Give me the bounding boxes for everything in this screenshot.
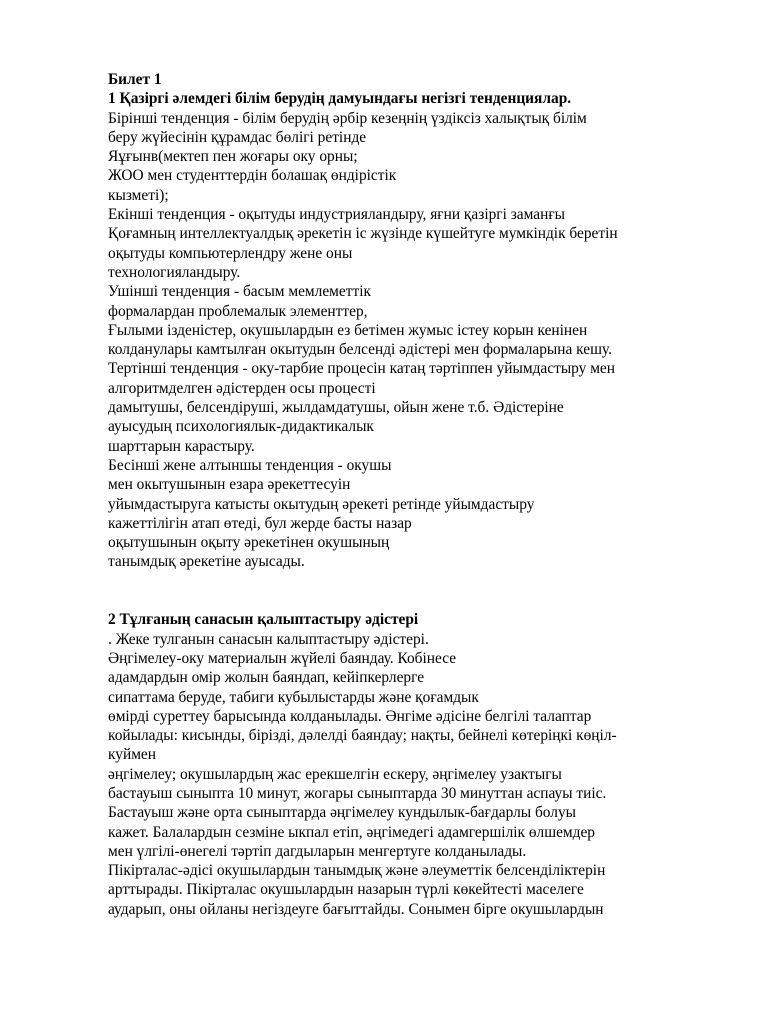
- question-2-heading: 2 Тұлғаның санасын қалыптастыру әдістері: [108, 611, 419, 629]
- section-gap: [108, 572, 728, 611]
- text-line: Бесінші жене алтыншы тенденция - окушы: [108, 456, 392, 474]
- text-line: Пікірталас-әдісі окушылардын танымдық және әлеуметтік белсенділіктерін: [108, 862, 606, 880]
- text-line: . Жеке тулганын санасын калыптастыру әдістері.: [108, 630, 429, 648]
- text-line: кажет. Балалардын сезміне ыкпал етіп, әңгімедегі адамгершілік өлшемдер: [108, 823, 596, 841]
- text-line: Әңгімелеу-оку материалын жүйелі баяндау. Кобінесе: [108, 649, 457, 667]
- text-line: Бірінші тенденция - білім берудің әрбір кезеңнің үздіксіз халықтық білім: [108, 109, 587, 127]
- text-line: өмірді суреттеу барысында колданылады. Әнгіме әдісіне белгілі талаптар: [108, 707, 592, 725]
- text-line: Ушінші тенденция - басым мемлеметтік: [108, 283, 371, 301]
- text-line: уйымдастыруга катысты окытудың әрекеті ретінде уйымдастыру: [108, 495, 535, 513]
- document-page: [108, 70, 728, 919]
- text-line: Қоғамның интеллектуалдық әрекетін іс жүзінде күшейтуге мумкіндік беретін: [108, 225, 618, 243]
- text-line: оқытушынын оқыту әрекетінен окушының: [108, 534, 390, 552]
- question-2-body: [108, 630, 728, 919]
- text-line: Екінші тенденция - оқытуды индустрияландыру, яғни қазіргі заманғы: [108, 206, 565, 224]
- text-line: шарттарын карастыру.: [108, 437, 255, 455]
- text-line: койылады: кисынды, бірізді, дәлелді баяндау; нақты, бейнелі көтеріңкі көңіл-: [108, 727, 617, 745]
- text-line: Яұғынв(мектеп пен жоғары оку орны;: [108, 148, 358, 166]
- text-line: ЖОО мен студенттердін болашақ өндірістік: [108, 167, 397, 185]
- text-line: ауысудың психологиялык-дидактикалык: [108, 418, 374, 436]
- text-line: куймен: [108, 746, 156, 764]
- text-line: оқытуды компьютерлендру жене оны: [108, 244, 353, 262]
- text-line: арттырады. Пікірталас окушылардын назарын түрлі көкейтесті маселеге: [108, 881, 584, 899]
- text-line: дамытушы, белсендіруші, жылдамдатушы, ойын жене т.б. Әдістеріне: [108, 399, 564, 417]
- ticket-title: Билет 1: [108, 71, 162, 88]
- text-line: сипаттама беруде, табиги кубылыстарды және қоғамдык: [108, 688, 479, 706]
- text-line: Тертінші тенденция - оку-тарбие процесін катаң тәртіппен уйымдастыру мен: [108, 360, 616, 378]
- text-line: мен үлгілі-өнегелі тәртіп дагдыларын менгертуге колданылады.: [108, 842, 527, 860]
- text-line: бастауыш сыныпта 10 минут, жогары сыныптарда 30 минуттан аспауы тиіс.: [108, 784, 607, 802]
- text-line: әңгімелеу; окушылардың жас ерекшелгін ескеру, әңгімелеу узактыгы: [108, 765, 562, 783]
- question-1-body: [108, 109, 728, 572]
- text-line: формалардан проблемалык элементтер,: [108, 302, 368, 320]
- text-line: адамдардын омір жолын баяндап, кейіпкерлерге: [108, 669, 425, 687]
- text-line: Бастауыш және орта сыныптарда әңгімелеу кундылык-бағдарлы болуы: [108, 804, 577, 822]
- text-line: кызметі);: [108, 186, 169, 204]
- text-line: алгоритмделген әдістерден осы процесті: [108, 379, 376, 397]
- text-line: танымдық әрекетіне ауысады.: [108, 553, 305, 571]
- text-line: Ғылыми ізденістер, окушылардын ез бетімен жумыс істеу корын кенінен: [108, 321, 588, 339]
- text-line: кажеттілігін атап өтеді, бул жерде басты назар: [108, 514, 412, 532]
- text-line: мен окытушынын езара әрекеттесуін: [108, 476, 351, 494]
- text-line: технологияландыру.: [108, 263, 241, 281]
- text-line: беру жүйесінін құрамдас бөлігі ретінде: [108, 128, 367, 146]
- text-line: аударып, оны ойланы негіздеуге бағыттайды. Сонымен бірге окушылардын: [108, 900, 604, 918]
- text-line: колданулары камтылған окытудын белсенді әдістері мен формаларына кешу.: [108, 341, 612, 359]
- question-1-heading: 1 Қазіргі әлемдегі білім берудің дамуындағы негізгі тенденциялар.: [108, 90, 572, 108]
